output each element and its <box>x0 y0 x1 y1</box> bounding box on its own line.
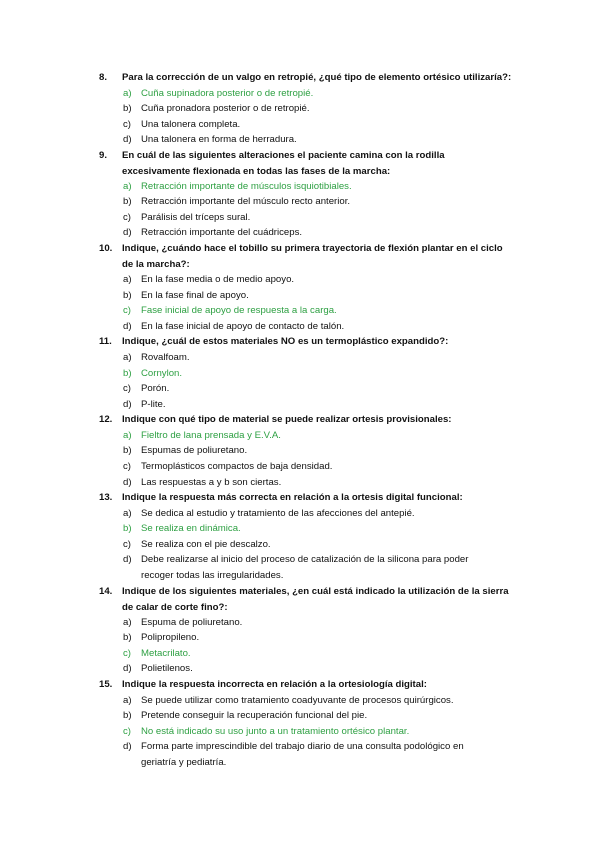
option-letter: a) <box>123 88 132 99</box>
option-letter: c) <box>123 461 131 472</box>
option-letter: a) <box>123 508 132 519</box>
option-text: Se realiza con el pie descalzo. <box>141 539 271 550</box>
option-text: Rovalfoam. <box>141 352 190 363</box>
option-text: Parálisis del tríceps sural. <box>141 212 251 223</box>
option-letter: b) <box>123 196 132 207</box>
option-text: En la fase final de apoyo. <box>141 290 249 301</box>
option-text: Metacrilato. <box>141 648 191 659</box>
question-text: Indique la respuesta más correcta en relación a la ortesis digital funcional: <box>122 492 463 503</box>
option-letter: a) <box>123 617 132 628</box>
option-text: No está indicado su uso junto a un tratamiento ortésico plantar. <box>141 726 410 737</box>
option-letter: b) <box>123 445 132 456</box>
option-text: Retracción importante de músculos isquiotibiales. <box>141 181 352 192</box>
option-text: Termoplásticos compactos de baja densidad. <box>141 461 333 472</box>
option-letter: d) <box>123 554 132 565</box>
option-text: Retracción importante del cuádriceps. <box>141 227 303 238</box>
question-text: Para la corrección de un valgo en retropié, ¿qué tipo de elemento ortésico utilizaría?: <box>122 72 512 83</box>
question-text: Indique, ¿cuál de estos materiales NO es un termoplástico expandido?: <box>122 336 449 347</box>
option-letter: c) <box>123 726 131 737</box>
question-number: 13. <box>99 492 113 503</box>
option-letter: d) <box>123 741 132 752</box>
question-text: Indique, ¿cuándo hace el tobillo su primera trayectoria de flexión plantar en el ciclo de la marcha?: <box>122 243 503 270</box>
option-letter: d) <box>123 477 132 488</box>
option-text: Fieltro de lana prensada y E.V.A. <box>141 430 281 441</box>
option-letter: a) <box>123 430 132 441</box>
option-text: Polipropileno. <box>141 632 200 643</box>
question-number: 8. <box>99 72 108 83</box>
option-text: Se puede utilizar como tratamiento coadyuvante de procesos quirúrgicos. <box>141 695 454 706</box>
option-letter: a) <box>123 274 132 285</box>
option-letter: d) <box>123 663 132 674</box>
option-text: Espuma de poliuretano. <box>141 617 243 628</box>
option-text: Se realiza en dinámica. <box>141 523 241 534</box>
option-text: Polietilenos. <box>141 663 193 674</box>
option-text: P-lite. <box>141 399 166 410</box>
option-text: En la fase media o de medio apoyo. <box>141 274 295 285</box>
option-letter: a) <box>123 695 132 706</box>
option-text: En la fase inicial de apoyo de contacto de talón. <box>141 321 345 332</box>
option-letter: b) <box>123 290 132 301</box>
option-text: Forma parte imprescindible del trabajo diario de una consulta podológico en geriatría y pediatría. <box>141 741 464 768</box>
option-text: Espumas de poliuretano. <box>141 445 248 456</box>
option-letter: d) <box>123 321 132 332</box>
option-letter: c) <box>123 648 131 659</box>
option-text: Las respuestas a y b son ciertas. <box>141 477 282 488</box>
option-text: Fase inicial de apoyo de respuesta a la carga. <box>141 305 337 316</box>
option-letter: b) <box>123 368 132 379</box>
option-letter: d) <box>123 227 132 238</box>
option-text: Se dedica al estudio y tratamiento de las afecciones del antepié. <box>141 508 415 519</box>
option-letter: c) <box>123 383 131 394</box>
option-text: Cuña pronadora posterior o de retropié. <box>141 103 310 114</box>
option-text: Una talonera en forma de herradura. <box>141 134 297 145</box>
option-letter: b) <box>123 523 132 534</box>
option-letter: c) <box>123 539 131 550</box>
option-letter: a) <box>123 181 132 192</box>
option-text: Cornylon. <box>141 368 183 379</box>
option-text: Pretende conseguir la recuperación funcional del pie. <box>141 710 368 721</box>
question-text: Indique la respuesta incorrecta en relación a la ortesiología digital: <box>122 679 427 690</box>
question-text: En cuál de las siguientes alteraciones el paciente camina con la rodilla excesivamente flexionada en todas las fases de la marcha: <box>122 150 445 177</box>
question-number: 10. <box>99 243 113 254</box>
option-letter: b) <box>123 710 132 721</box>
option-text: Cuña supinadora posterior o de retropié. <box>141 88 314 99</box>
option-letter: d) <box>123 134 132 145</box>
question-text: Indique de los siguientes materiales, ¿en cuál está indicado la utilización de la sierra de calar de corte fino?: <box>122 586 509 613</box>
option-text: Una talonera completa. <box>141 119 241 130</box>
option-letter: c) <box>123 305 131 316</box>
option-letter: b) <box>123 632 132 643</box>
question-number: 11. <box>99 336 112 347</box>
question-number: 12. <box>99 414 113 425</box>
option-text: Debe realizarse al inicio del proceso de catalización de la silicona para poder recoger todas las irregularidades. <box>141 554 469 581</box>
question-number: 9. <box>99 150 108 161</box>
option-letter: b) <box>123 103 132 114</box>
option-letter: c) <box>123 212 131 223</box>
option-text: Porón. <box>141 383 170 394</box>
option-letter: a) <box>123 352 132 363</box>
option-letter: c) <box>123 119 131 130</box>
question-number: 14. <box>99 586 113 597</box>
option-letter: d) <box>123 399 132 410</box>
question-text: Indique con qué tipo de material se puede realizar ortesis provisionales: <box>122 414 452 425</box>
question-number: 15. <box>99 679 113 690</box>
option-text: Retracción importante del músculo recto anterior. <box>141 196 351 207</box>
